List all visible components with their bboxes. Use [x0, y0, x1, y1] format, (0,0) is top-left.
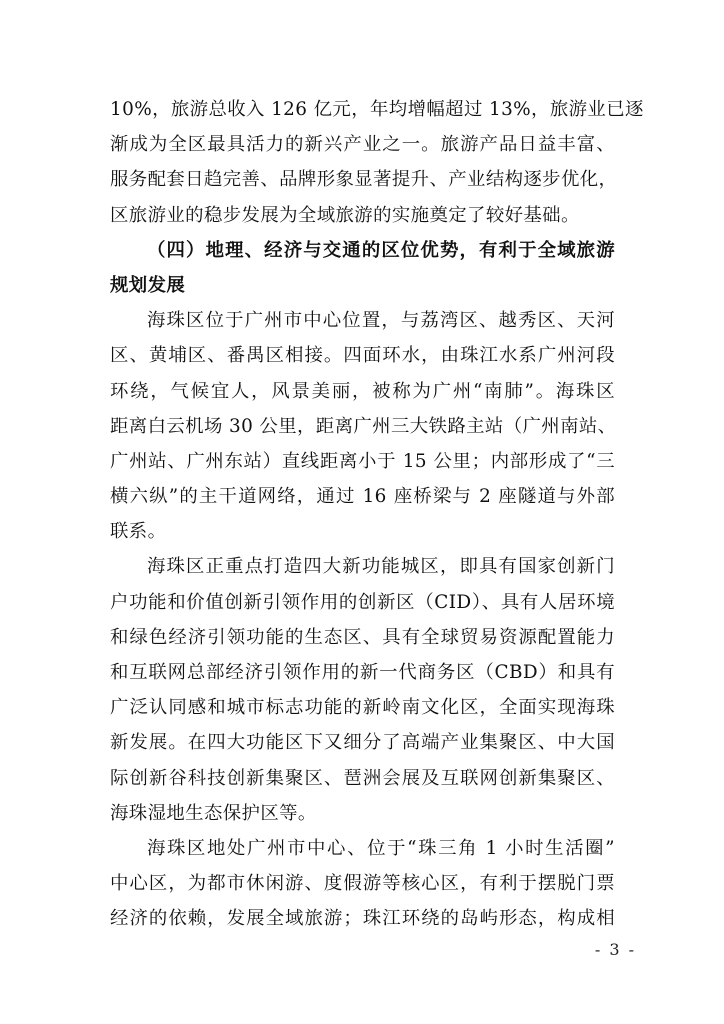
- text-line: 区旅游业的稳步发展为全域旅游的实施奠定了较好基础。: [110, 204, 580, 226]
- text-line: 广泛认同感和城市标志功能的新岭南文化区，全面实现海珠: [110, 697, 615, 719]
- text-line: 海珠湿地生态保护区等。: [110, 802, 317, 824]
- text-line: 新发展。在四大功能区下又细分了高端产业集聚区、中大国: [110, 732, 615, 754]
- text-line: 经济的依赖，发展全域旅游；珠江环绕的岛屿形态，构成相: [110, 908, 615, 930]
- heading-line: 规划发展: [110, 274, 186, 296]
- text-line: 和互联网总部经济引领作用的新一代商务区（CBD）和具有: [110, 662, 615, 683]
- text-line: 横六纵”的主干道网络，通过 16 座桥梁与 2 座隧道与外部: [110, 486, 615, 508]
- text-line: 海珠区正重点打造四大新功能城区，即具有国家创新门: [147, 556, 615, 578]
- text-line: 环绕，气候宜人，风景美丽，被称为广州“南肺”。海珠区: [110, 380, 615, 402]
- page-number: - 3 -: [594, 940, 636, 959]
- paragraph-tourism-summary: [110, 92, 644, 233]
- text-line: 和绿色经济引领功能的生态区、具有全球贸易资源配置能力: [110, 626, 615, 648]
- paragraph-city-center: [110, 831, 615, 937]
- text-line: 中心区，为都市休闲游、度假游等核心区，有利于摆脱门票: [110, 873, 615, 895]
- document-body: [110, 92, 644, 937]
- paragraph-functional-zones: [110, 549, 615, 831]
- text-line: 海珠区地处广州市中心、位于“珠三角 1 小时生活圈”: [147, 837, 615, 859]
- paragraph-location: [110, 303, 615, 549]
- heading-line: （四）地理、经济与交通的区位优势，有利于全域旅游: [147, 239, 615, 261]
- text-line: 广州站、广州东站）直线距离小于 15 公里；内部形成了“三: [110, 450, 615, 472]
- section-heading: [110, 233, 615, 303]
- text-line: 服务配套日趋完善、品牌形象显著提升、产业结构逐步优化，: [110, 169, 618, 191]
- text-line: 户功能和价值创新引领作用的创新区（CID）、具有人居环境: [110, 591, 615, 613]
- text-line: 距离白云机场 30 公里，距离广州三大铁路主站（广州南站、: [110, 415, 617, 437]
- text-line: 联系。: [110, 521, 167, 543]
- text-line: 际创新谷科技创新集聚区、琶洲会展及互联网创新集聚区、: [110, 767, 615, 789]
- text-line: 海珠区位于广州市中心位置，与荔湾区、越秀区、天河: [147, 310, 615, 332]
- text-line: 区、黄埔区、番禺区相接。四面环水，由珠江水系广州河段: [110, 345, 615, 367]
- text-line: 渐成为全区最具活力的新兴产业之一。旅游产品日益丰富、: [110, 134, 615, 156]
- text-line: 10%，旅游总收入 126 亿元，年均增幅超过 13%，旅游业已逐: [110, 99, 644, 120]
